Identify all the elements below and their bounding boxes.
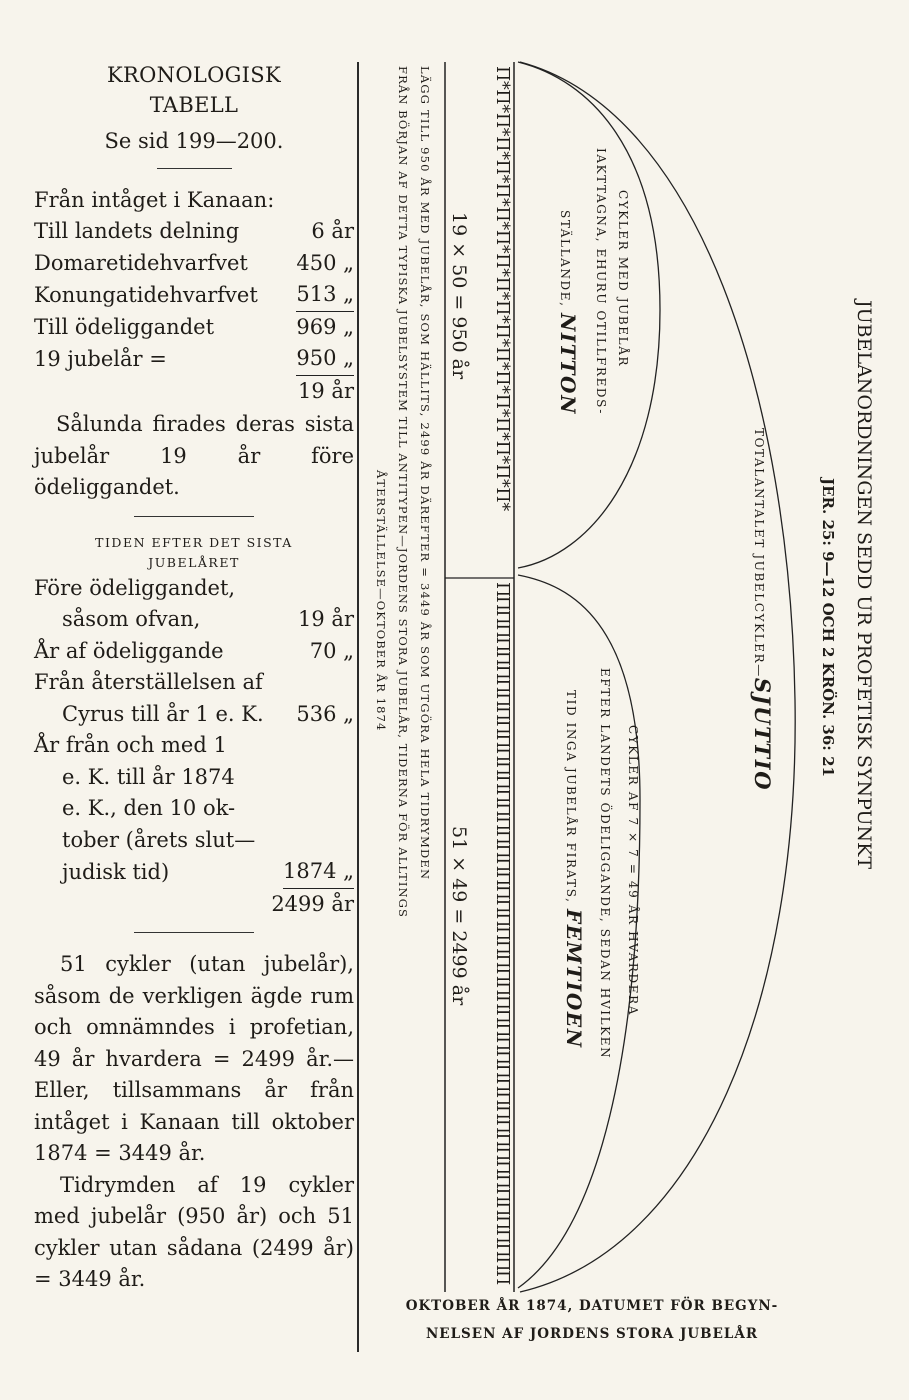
lower-caption-line3 [562,690,586,1049]
row-label: Före ödeliggandet, [34,575,236,600]
upper-caption-line1: CYKLER MED JUBELÅR [616,190,630,368]
row-label: Konungatidehvarfvet [34,283,258,307]
bottom-caption [372,1292,812,1348]
row-label: 19 jubelår = [34,347,167,371]
row-value: 1874 „ [283,856,354,889]
summary-line1: LÄGG TILL 950 ÅR MED JUBELÅR, SOM HÄLLITS, 2499 ÅR DÄREFTER = 3449 ÅR SOM UTGÖRA HELA TIDRYMDEN [418,66,432,881]
total-word: SJUTTIO [750,677,775,792]
table-title-line2: TABELL [149,93,239,117]
lower-calculation: 51 × 49 = 2499 år [448,826,470,1006]
lower-caption-text3: TID INGA JUBELÅR FIRATS, [564,690,578,904]
summary-line3: ÅTERSTÄLLELSE—OKTOBER ÅR 1874 [374,470,388,732]
row-label: Från återställelsen af [34,670,263,694]
summary-line2: FRÅN BÖRJAN AF DETTA TYPISKA JUBELSYSTEM TILL ANTITYPEN—JORDENS STORA JUBELÅR, TIDERNA FÖR ALLTINGS [396,66,410,918]
caption-line2: NELSEN AF JORDENS STORA JUBELÅR [425,1326,759,1342]
note-total-span: Tidrymden af 19 cykler med jubelår (950 år) och 51 cykler utan sådana (2499 år) = 3449 år. [34,1172,354,1291]
lower-caption-line1 [626,725,640,1016]
row-label: År af ödeliggande [34,638,224,663]
note-cycles: 51 cykler (utan jubelår), såsom de verkligen ägde rum och omnämndes i profetian, 49 år hvardera = 2499 år.— Eller, tillsammans år från intåget i Kanaan till oktober 1874 = 3449 år. [34,952,354,1165]
scripture-reference: JER. 25: 9—12 OCH 2 KRÖN. 36: 21 [819,478,837,777]
row-label: e. K. till år 1874 [62,764,235,789]
row-value: 969 „ [296,314,354,339]
row-value: 70 „ [309,638,354,663]
lower-caption-line2: EFTER LANDETS ÖDELIGGANDE, SEDAN HVILKEN [598,668,612,1060]
upper-calculation: 19 × 50 = 950 år [448,212,470,380]
upper-caption-text: STÄLLANDE, [558,210,572,308]
row-label: År från och med 1 [34,733,227,757]
row-value: 19 år [298,607,354,631]
note-last-jubilee: Sålunda firades deras sista jubelår 19 år före ödeliggandet. [34,412,354,499]
non-jubilee-cycles-strip: ΠΠΠΠΠΠΠΠΠΠΠΠΠΠΠΠΠΠΠΠΠΠΠΠΠΠΠΠΠΠΠΠΠΠΠΠΠΠΠΠΠΠΠΠΠΠΠΠΠΠΠ [492,582,512,1284]
upper-caption-line3 [556,210,580,415]
lower-count-word: FEMTIOEN [562,909,586,1049]
jubilee-cycles-strip: Π*Π*Π*Π*Π*Π*Π*Π*Π*Π*Π*Π*Π*Π*Π*Π*Π*Π*Π* [492,66,512,511]
row-value: 19 år [298,378,354,403]
upper-count-word: NITTON [556,312,580,415]
upper-brace-curve [518,62,660,568]
diagram-main-title: JUBELANORDNINGEN SEDD UR PROFETISK SYNPUNKT [853,300,875,870]
table-title-line1: KRONOLOGISK [107,63,281,87]
row-label: judisk tid) [62,860,170,884]
row-value: 513 „ [296,279,354,312]
caption-line1: OKTOBER ÅR 1874, DATUMET FÖR BEGYN- [405,1298,779,1314]
section-heading-line1: TIDEN EFTER DET SISTA [95,534,293,550]
intro-text: Från intåget i Kanaan: [34,187,275,212]
total-label: TOTALANTALET JUBELCYKLER— [752,428,766,678]
page-reference: Se sid 199—200. [104,129,284,153]
row-label: Cyrus till år 1 e. K. [62,701,264,726]
row-label: Till ödeliggandet [34,314,215,339]
row-value: 2499 år [271,891,354,916]
row-value: 950 „ [296,343,354,376]
row-value: 536 „ [296,701,354,726]
row-label: Domaretidehvarfvet [34,250,248,275]
total-cycles-text [750,428,775,791]
lower-caption-text: CYKLER AF 7 × 7 = 49 ÅR HVARDERA [626,725,640,1016]
row-value: 450 „ [296,250,354,275]
section-heading-line2: JUBELÅRET [148,554,240,570]
upper-caption-line2: IAKTTAGNA, EHURU OTILLFREDS- [594,148,608,416]
row-label: e. K., den 10 ok- [62,796,236,820]
row-label: Till landets delning [34,219,240,243]
row-label: såsom ofvan, [62,607,201,631]
row-value: 6 år [311,219,354,243]
row-label: tober (årets slut— [62,827,256,852]
